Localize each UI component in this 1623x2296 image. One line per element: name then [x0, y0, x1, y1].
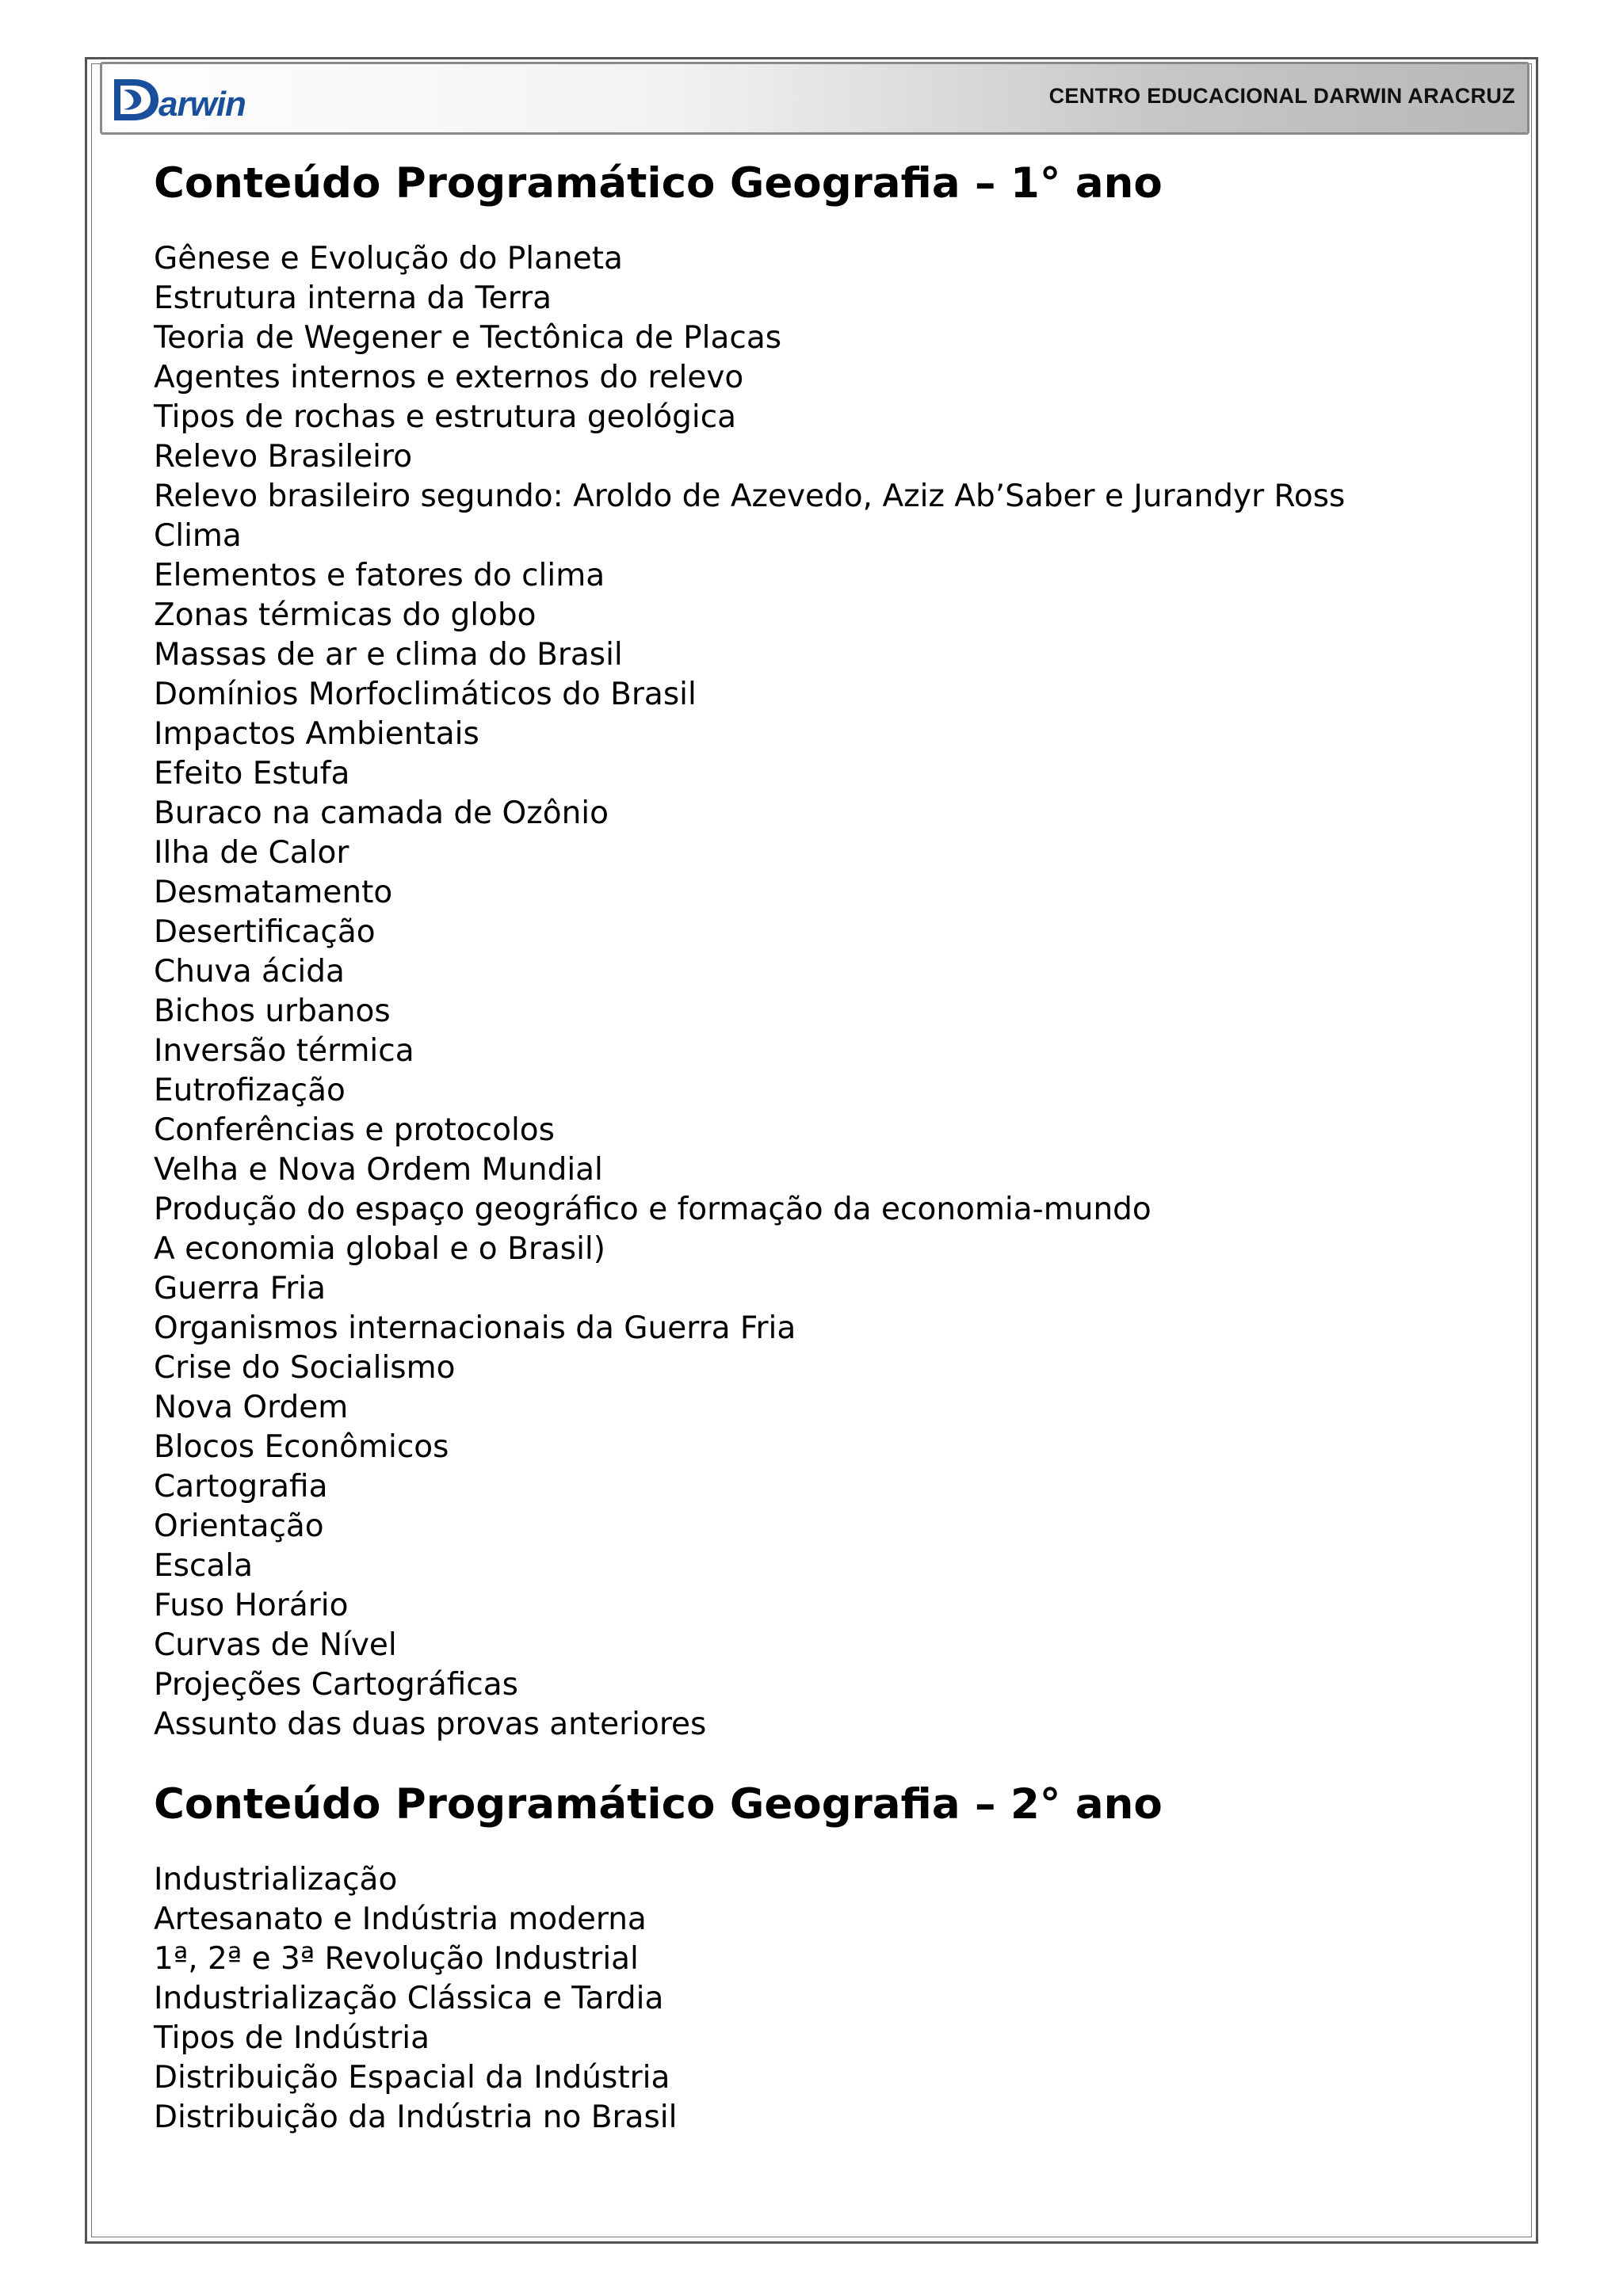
topic-item: Guerra Fria [154, 1271, 326, 1306]
topic-item: Zonas térmicas do globo [154, 597, 537, 633]
topic-item: Conferências e protocolos [154, 1112, 555, 1148]
topic-item: Domínios Morfoclimáticos do Brasil [154, 677, 697, 712]
topic-item: Teoria de Wegener e Tectônica de Placas [154, 320, 782, 356]
topic-item: Estrutura interna da Terra [154, 280, 552, 316]
svg-text:arwin: arwin [158, 85, 246, 124]
topic-item: Efeito Estufa [154, 756, 350, 791]
topic-item: Cartografia [154, 1469, 328, 1505]
topic-list [154, 239, 1501, 1745]
topic-item: Industrialização [154, 1862, 398, 1897]
topic-item: Chuva ácida [154, 954, 345, 990]
topic-item: Tipos de Indústria [154, 2020, 430, 2056]
section-2nd-year [154, 1768, 1501, 2138]
topic-item: Distribuição da Indústria no Brasil [154, 2100, 678, 2135]
topic-item: Relevo Brasileiro [154, 439, 413, 475]
topic-item: Bichos urbanos [154, 994, 391, 1029]
topic-item: Projeções Cartográficas [154, 1667, 518, 1703]
topic-item: Fuso Horário [154, 1588, 349, 1623]
topic-item: Artesanato e Indústria moderna [154, 1901, 647, 1937]
topic-item: Velha e Nova Ordem Mundial [154, 1152, 603, 1188]
topic-item: Massas de ar e clima do Brasil [154, 637, 623, 673]
topic-item: Ilha de Calor [154, 835, 349, 871]
topic-item: Buraco na camada de Ozônio [154, 795, 609, 831]
section-1st-year [154, 147, 1501, 1745]
topic-item: Produção do espaço geográfico e formação da economia-mundo [154, 1192, 1151, 1227]
topic-item: Eutrofização [154, 1073, 346, 1108]
topic-item: Escala [154, 1548, 254, 1584]
topic-item: Relevo brasileiro segundo: Aroldo de Azevedo, Aziz Ab’Saber e Jurandyr Ross [154, 479, 1346, 514]
document-content [154, 147, 1501, 2138]
topic-item: Orientação [154, 1508, 324, 1544]
topic-item: 1ª, 2ª e 3ª Revolução Industrial [154, 1941, 639, 1977]
topic-item: Nova Ordem [154, 1390, 349, 1425]
topic-item: A economia global e o Brasil) [154, 1231, 605, 1267]
section-title: Conteúdo Programático Geografia – 2° ano [154, 1780, 1163, 1829]
topic-item: Inversão térmica [154, 1033, 414, 1069]
topic-item: Elementos e fatores do clima [154, 558, 605, 593]
topic-item: Distribuição Espacial da Indústria [154, 2060, 670, 2096]
topic-item: Gênese e Evolução do Planeta [154, 241, 623, 277]
topic-item: Clima [154, 518, 242, 554]
topic-item: Desertificação [154, 914, 376, 950]
topic-item: Impactos Ambientais [154, 716, 479, 752]
topic-item: Curvas de Nível [154, 1627, 397, 1663]
topic-item: Assunto das duas provas anteriores [154, 1707, 707, 1742]
topic-item: Tipos de rochas e estrutura geológica [154, 399, 737, 435]
topic-item: Crise do Socialismo [154, 1350, 456, 1386]
darwin-logo [109, 73, 268, 124]
topic-item: Organismos internacionais da Guerra Fria [154, 1310, 796, 1346]
topic-list [154, 1860, 1501, 2138]
school-name: CENTRO EDUCACIONAL DARWIN ARACRUZ [1048, 84, 1515, 108]
topic-item: Desmatamento [154, 875, 393, 910]
topic-item: Agentes internos e externos do relevo [154, 360, 744, 395]
section-title: Conteúdo Programático Geografia – 1° ano [154, 159, 1163, 208]
topic-item: Industrialização Clássica e Tardia [154, 1981, 664, 2016]
topic-item: Blocos Econômicos [154, 1429, 449, 1465]
